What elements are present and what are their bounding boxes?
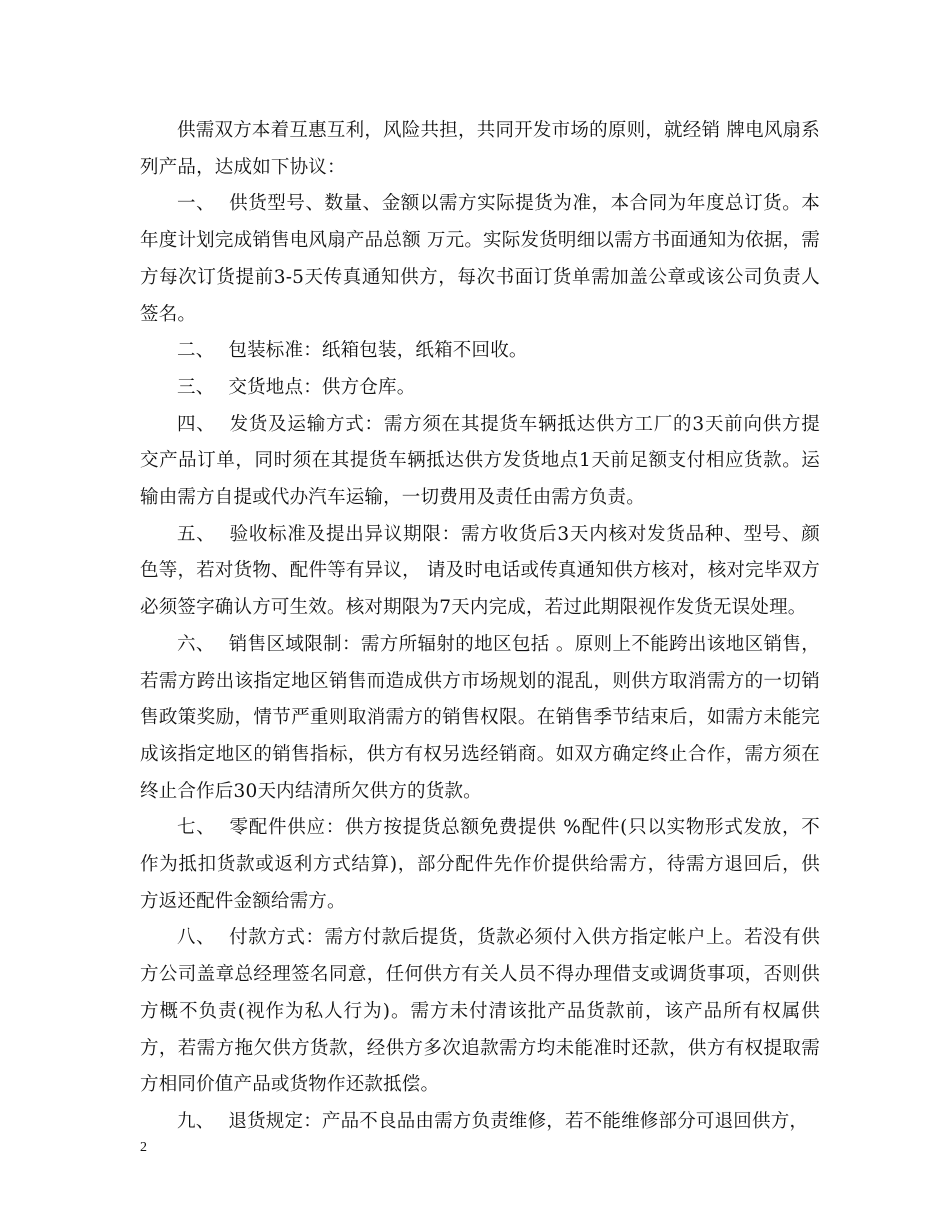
- clause-text: 销售区域限制：需方所辐射的地区包括 。原则上不能跨出该地区销售，若需方跨出该指定地区销售而造成供方市场规划的混乱，则供方取消需方的一切销售政策奖励，情节严重则取消需方的销售权限。在销售季节结束后，如需方未能完成该指定地区的销售指标，供方有权另选经销商。如双方确定终止合作，需方须在终止合作后30天内结清所欠供方的货款。: [140, 633, 820, 802]
- clause-4: [140, 407, 820, 517]
- clause-text: 付款方式：需方付款后提货，货款必须付入供方指定帐户上。若没有供方公司盖章总经理签名同意，任何供方有关人员不得办理借支或调货事项，否则供方概不负责(视作为私人行为)。需方未付清该批产品货款前，该产品所有权属供方，若需方拖欠供方货款，经供方多次追款需方均未能准时还款，供方有权提取需方相同价值产品或货物作还款抵偿。: [140, 927, 821, 1096]
- clause-number: 九、: [177, 1110, 215, 1132]
- clause-number: 八、: [177, 927, 216, 949]
- clause-text: 验收标准及提出异议期限：需方收货后3天内核对发货品种、型号、颜色等，若对货物、配件等有异议， 请及时电话或传真通知供方核对，核对完毕双方必须签字确认方可生效。核对期限为7天内完成，若过此期限视作发货无误处理。: [140, 523, 820, 619]
- clause-7: [140, 810, 820, 920]
- clause-text: 包装标准：纸箱包装，纸箱不回收。: [228, 340, 528, 362]
- clause-number: 六、: [177, 633, 215, 655]
- clause-number: 一、: [177, 193, 216, 215]
- clause-1: [140, 186, 820, 333]
- clause-text: 发货及运输方式：需方须在其提货车辆抵达供方工厂的3天前向供方提交产品订单，同时须在其提货车辆抵达供方发货地点1天前足额支付相应货款。运输由需方自提或代办汽车运输，一切费用及责任由需方负责。: [140, 413, 820, 509]
- clause-number: 四、: [177, 413, 216, 435]
- clause-text: 交货地点：供方仓库。: [228, 376, 416, 398]
- clause-9: [140, 1104, 820, 1141]
- clause-number: 五、: [177, 523, 216, 545]
- clause-number: 七、: [177, 817, 216, 839]
- clause-3: [140, 370, 820, 407]
- clause-6: [140, 627, 820, 811]
- clause-8: [140, 920, 820, 1104]
- clause-text: 零配件供应：供方按提货总额免费提供 %配件(只以实物形式发放，不作为抵扣货款或返利方式结算)，部分配件先作价提供给需方，待需方退回后，供方返还配件金额给需方。: [140, 817, 820, 912]
- clause-5: [140, 517, 820, 627]
- clause-text: 退货规定：产品不良品由需方负责维修，若不能维修部分可退回供方，: [228, 1110, 809, 1132]
- intro-paragraph: 供需双方本着互惠互利，风险共担，共同开发市场的原则，就经销 牌电风扇系列产品，达成如下协议：: [140, 120, 820, 178]
- clause-number: 二、: [177, 340, 215, 362]
- clause-text: 供货型号、数量、金额以需方实际提货为准，本合同为年度总订货。本年度计划完成销售电风扇产品总额 万元。实际发货明细以需方书面通知为依据，需方每次订货提前3-5天传真通知供方，每次书面订货单需加盖公章或该公司负责人签名。: [140, 193, 821, 325]
- clause-2: [140, 333, 820, 370]
- document-body: [140, 113, 820, 1141]
- page-number: 2: [140, 1140, 147, 1155]
- clause-number: 三、: [177, 376, 215, 398]
